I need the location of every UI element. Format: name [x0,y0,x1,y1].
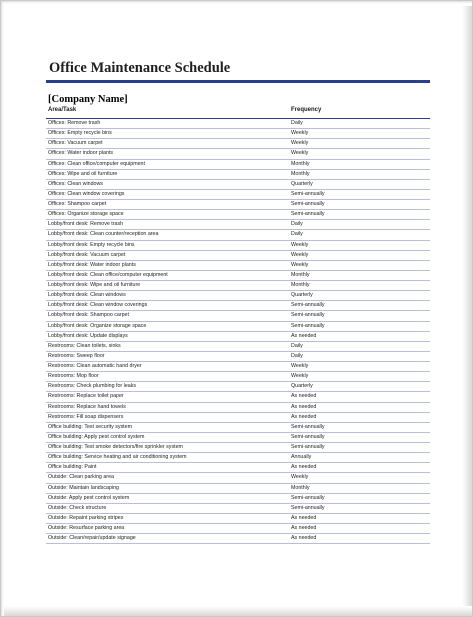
table-row [46,301,430,311]
table-row [46,433,430,443]
task-cell: Lobby/front desk: Clean window coverings [48,302,148,309]
frequency-cell: As needed [291,413,317,420]
task-cell: Lobby/front desk: Remove trash [48,221,124,228]
task-cell: Restrooms: Mop floor [48,373,99,380]
task-cell: Restrooms: Clean toilets, sinks [48,342,121,349]
task-cell: Outside: Resurface parking area [48,525,125,531]
task-cell: Restrooms: Check plumbing for leaks [48,383,137,390]
frequency-cell: Semi-annually [291,504,325,511]
frequency-cell: Quarterly [291,383,313,390]
header-frequency: Frequency [291,107,322,113]
task-cell: Outside: Apply pest control system [48,494,130,501]
frequency-cell: Monthly [291,170,310,177]
task-cell: Offices: Clean window coverings [48,190,125,197]
table-row [46,453,430,463]
table-row [46,504,430,514]
task-cell: Restrooms: Clean automatic hand dryer [48,363,142,369]
schedule-table [46,107,430,544]
frequency-cell: As needed [291,535,317,542]
frequency-cell: Daily [291,231,303,238]
frequency-cell: Weekly [291,261,309,268]
table-row [46,392,430,402]
table-row [46,190,430,200]
frequency-cell: Semi-annually [291,201,325,207]
frequency-cell: Semi-annually [291,433,325,440]
table-row [46,443,430,453]
frequency-cell: As needed [291,514,317,521]
table-row [46,494,430,504]
page-shadow-right [462,6,472,612]
frequency-cell: Weekly [291,474,309,481]
frequency-cell: Weekly [291,251,309,258]
table-row [46,230,430,240]
task-cell: Offices: Empty recycle bins [48,130,112,137]
task-cell: Office building: Test security system [48,423,132,430]
table-row [46,534,430,544]
task-cell: Offices: Wipe and oil furniture [48,170,118,177]
frequency-cell: Monthly [291,271,310,278]
table-row [46,322,430,332]
task-cell: Office building: Apply pest control system [48,433,145,440]
frequency-cell: Weekly [291,241,309,248]
frequency-cell: Quarterly [291,292,313,299]
task-cell: Offices: Clean windows [48,180,103,187]
frequency-cell: Monthly [291,484,310,491]
table-row [46,180,430,190]
frequency-cell: Semi-annually [291,444,325,450]
frequency-cell: Semi-annually [291,322,325,329]
table-row [46,139,430,149]
title-rule [46,80,430,83]
task-cell: Outside: Clean/repair/update signage [48,535,136,542]
frequency-cell: Weekly [291,130,309,137]
frequency-cell: Daily [291,120,303,126]
task-cell: Lobby/front desk: Vacuum carpet [48,251,126,258]
frequency-cell: Semi-annually [291,312,325,319]
task-cell: Offices: Organize storage space [48,211,124,218]
frequency-cell: Monthly [291,282,310,288]
frequency-cell: Daily [291,352,303,359]
frequency-cell: Quarterly [291,180,313,187]
table-row [46,403,430,413]
frequency-cell: Annually [291,454,312,461]
task-cell: Lobby/front desk: Clean counter/reception area [48,231,159,238]
task-cell: Lobby/front desk: Shampoo carpet [48,312,129,319]
table-row [46,241,430,251]
table-row [46,210,430,220]
task-cell: Outside: Repaint parking stripes [48,514,124,521]
task-cell: Outside: Maintain landscaping [48,484,119,491]
task-cell: Restrooms: Replace toilet paper [48,393,124,400]
frequency-cell: As needed [291,393,317,400]
table-row [46,362,430,372]
table-row [46,251,430,261]
table-row [46,291,430,301]
table-row [46,524,430,534]
task-cell: Offices: Vacuum carpet [48,140,103,147]
frequency-cell: As needed [291,403,317,410]
task-cell: Office building: Service heating and air conditioning system [48,454,187,461]
task-cell: Offices: Remove trash [48,120,101,126]
frequency-cell: As needed [291,464,317,471]
frequency-cell: Daily [291,342,303,349]
task-cell: Offices: Water indoor plants [48,150,114,157]
task-cell: Lobby/front desk: Water indoor plants [48,261,136,268]
task-cell: Restrooms: Fill soap dispensers [48,413,124,420]
table-body [46,119,430,544]
task-cell: Restrooms: Replace hand towels [48,403,126,410]
table-row [46,149,430,159]
table-row [46,271,430,281]
company-name: [Company Name] [48,94,128,105]
table-row [46,352,430,362]
table-header [46,107,430,119]
task-cell: Lobby/front desk: Empty recycle bins [48,241,135,248]
frequency-cell: Semi-annually [291,302,325,309]
task-cell: Office building: Test smoke detectors/fire sprinkler system [48,444,183,450]
table-row [46,200,430,210]
task-cell: Lobby/front desk: Update displays [48,332,128,339]
task-cell: Offices: Clean office/computer equipment [48,160,145,167]
frequency-cell: Daily [291,221,303,228]
frequency-cell: Weekly [291,373,309,380]
table-row [46,332,430,342]
table-row [46,160,430,170]
table-row [46,473,430,483]
table-row [46,342,430,352]
task-cell: Outside: Check structure [48,504,107,511]
task-cell: Outside: Clean parking area [48,474,114,481]
header-task: Area/Task [48,107,77,113]
page-shadow-bottom [4,606,472,616]
table-row [46,170,430,180]
frequency-cell: As needed [291,525,317,531]
table-row [46,119,430,129]
frequency-cell: Weekly [291,363,309,369]
table-row [46,382,430,392]
table-row [46,261,430,271]
frequency-cell: Weekly [291,150,309,157]
task-cell: Restrooms: Sweep floor [48,352,105,359]
table-row [46,484,430,494]
table-row [46,129,430,139]
task-cell: Offices: Shampoo carpet [48,201,107,207]
task-cell: Lobby/front desk: Organize storage space [48,322,147,329]
task-cell: Lobby/front desk: Wipe and oil furniture [48,282,141,288]
frequency-cell: Semi-annually [291,494,325,501]
frequency-cell: Weekly [291,140,309,147]
table-row [46,463,430,473]
table-row [46,413,430,423]
task-cell: Lobby/front desk: Clean office/computer equipment [48,271,168,278]
table-row [46,220,430,230]
task-cell: Office building: Paint [48,464,97,471]
table-row [46,311,430,321]
document-title: Office Maintenance Schedule [49,60,231,76]
frequency-cell: Semi-annually [291,211,325,218]
task-cell: Lobby/front desk: Clean windows [48,292,126,299]
table-row [46,281,430,291]
frequency-cell: As needed [291,332,317,339]
frequency-cell: Semi-annually [291,190,325,197]
frequency-cell: Semi-annually [291,423,325,430]
frequency-cell: Monthly [291,160,310,167]
table-row [46,514,430,524]
table-row [46,423,430,433]
table-row [46,372,430,382]
